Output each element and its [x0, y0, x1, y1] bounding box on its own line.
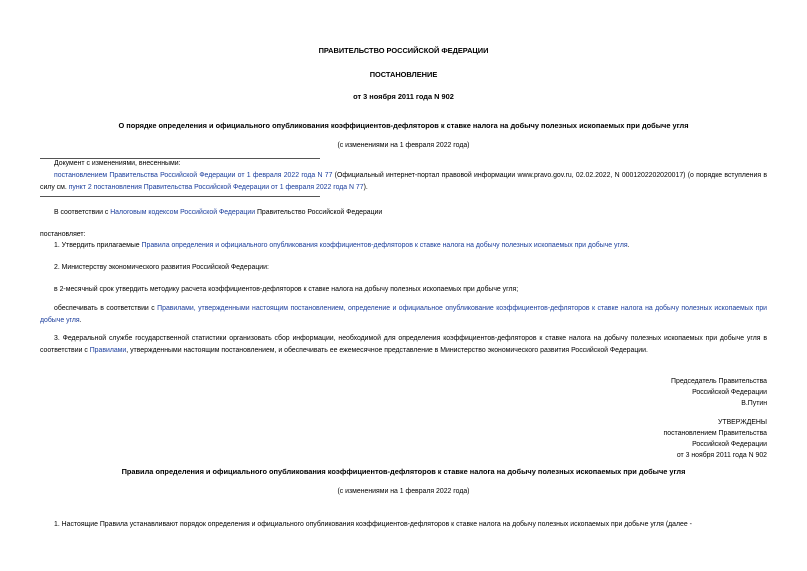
signature-position: Председатель Правительства — [671, 378, 767, 385]
paragraph-methodology: в 2-месячный срок утвердить методику расчета коэффициентов-дефляторов к ставке налога на добычу полезных ископаемых при добыче угля; — [54, 286, 519, 293]
rules-paragraph-1: 1. Настоящие Правила устанавливают порядок определения и официального опубликования коэффициентов-дефляторов к ставке налога на добычу полезных ископаемых при добыче угля (далее - — [54, 521, 692, 528]
signature-country: Российской Федерации — [692, 389, 767, 396]
paragraph-resolves: постановляет: — [40, 231, 86, 238]
basis-suffix: Правительство Российской Федерации — [255, 209, 383, 216]
amendment-link-clause-2[interactable]: пункт 2 постановления Правительства Российской Федерации от 1 февраля 2022 года N 77 — [68, 183, 364, 191]
document-date-number: от 3 ноября 2011 года N 902 — [353, 92, 454, 101]
item-3-suffix: , утвержденными настоящим постановлением, и обеспечивать ее ежемесячное представление в Министерство экономического развития Российской Федерации. — [126, 346, 648, 354]
document-type: ПОСТАНОВЛЕНИЕ — [369, 70, 438, 79]
amendments-text — [40, 170, 767, 193]
item-1-prefix: 1. Утвердить прилагаемые — [54, 242, 142, 249]
rules-short-link[interactable]: Правилами — [89, 346, 127, 354]
rules-title: Правила определения и официального опубликования коэффициентов-дефляторов к ставке налога на добычу полезных ископаемых при добыче угля — [121, 467, 686, 476]
paragraph-item-3 — [40, 333, 767, 356]
amendment-tail: ). — [363, 183, 368, 191]
paragraph-item-1 — [54, 242, 630, 249]
signature-name: В.Путин — [741, 400, 767, 407]
item-3-prefix: 3. Федеральной службе государственной статистики организовать сбор информации, необходимой для определения коэффициентов-дефляторов к ставке налога на добычу полезных ископаемых при добыче угля в соответствии с — [40, 335, 767, 354]
ensure-prefix: обеспечивать в соответствии с — [54, 305, 158, 312]
approval-block — [664, 417, 768, 461]
approval-country: Российской Федерации — [692, 441, 767, 448]
paragraph-ensure-publication — [40, 303, 767, 326]
rules-link[interactable]: Правила определения и официального опубликования коэффициентов-дефляторов к ставке налога на добычу полезных ископаемых при добыче угля — [141, 242, 628, 249]
amendment-source-text: (Официальный интернет-портал правовой информации www.pravo.gov.ru, 02.02.2022, N 0001202202020017) (о порядке вступления в силу см. — [40, 172, 767, 191]
signature-block — [671, 376, 767, 409]
ensure-suffix: . — [79, 316, 82, 324]
paragraph-item-2: 2. Министерству экономического развития Российской Федерации: — [54, 264, 269, 271]
amendments-top-rule — [40, 158, 320, 159]
amendments-intro: Документ с изменениями, внесенными: — [54, 160, 181, 167]
item-1-suffix: . — [627, 242, 630, 249]
approval-date: от 3 ноября 2011 года N 902 — [676, 452, 767, 459]
revision-note: (с изменениями на 1 февраля 2022 года) — [337, 142, 470, 149]
document-title: О порядке определения и официального опубликования коэффициентов-дефляторов к ставке налога на добычу полезных ископаемых при добыче угля — [118, 121, 689, 130]
tax-code-link[interactable]: Налоговым кодексом Российской Федерации — [110, 209, 256, 216]
amendment-link-resolution-77[interactable]: постановлением Правительства Российской Федерации от 1 февраля 2022 года N 77 — [54, 172, 333, 179]
rules-approved-link[interactable]: Правилами, утвержденными настоящим постановлением, определение и официальное опубликование коэффициентов-дефляторов к ставке налога на добычу полезных ископаемых при добыче угля — [40, 305, 767, 324]
rules-revision-note: (с изменениями на 1 февраля 2022 года) — [337, 488, 470, 495]
basis-prefix: В соответствии с — [54, 209, 111, 216]
paragraph-basis — [54, 209, 382, 216]
government-heading: ПРАВИТЕЛЬСТВО РОССИЙСКОЙ ФЕДЕРАЦИИ — [318, 46, 489, 55]
approval-heading: УТВЕРЖДЕНЫ — [718, 419, 767, 426]
approval-resolution: постановлением Правительства — [663, 430, 767, 437]
amendments-bottom-rule — [40, 196, 320, 197]
